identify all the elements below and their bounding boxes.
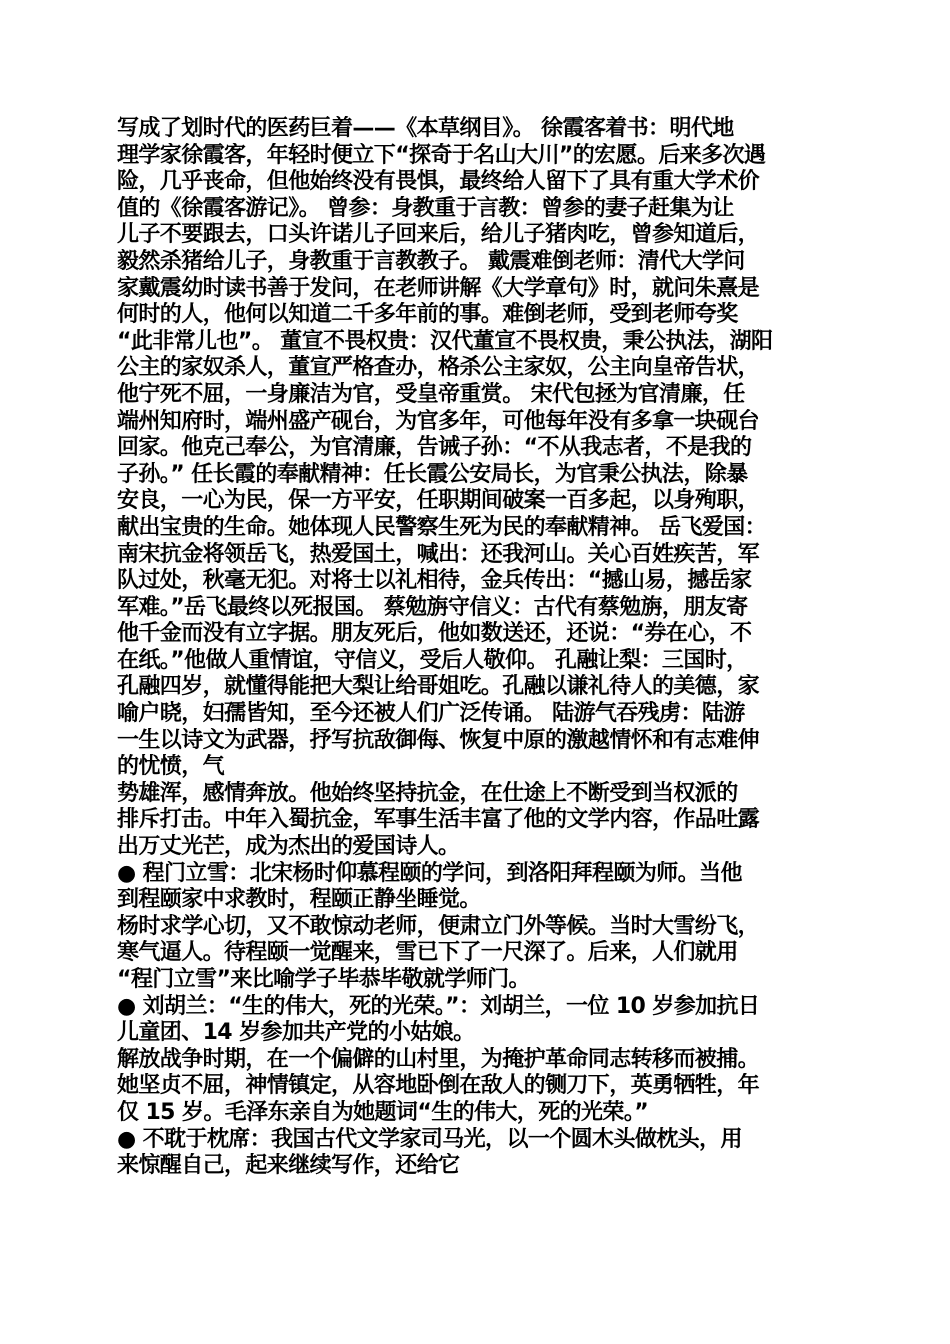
text-line: 喻户晓，妇孺皆知，至今还被人们广泛传诵。 陆游气吞残虏：陆游	[117, 701, 745, 727]
text-line: ● 不耽于枕席：我国古代文学家司马光，以一个圆木头做枕头，用	[117, 1126, 742, 1152]
text-line: 他宁死不屈，一身廉洁为官，受皇帝重赏。 宋代包拯为官清廉，任	[117, 381, 745, 407]
text-line: 他千金而没有立字据。朋友死后，他如数送还，还说：“券在心，不	[117, 621, 752, 647]
text-line: 何时的人，他何以知道二千多年前的事。难倒老师，受到老师夸奖	[117, 302, 738, 328]
text-line: “此非常儿也”。 董宣不畏权贵：汉代董宣不畏权贵，秉公执法，湖阳	[117, 328, 773, 354]
text-line: ● 刘胡兰：“生的伟大，死的光荣。”：刘胡兰，一位 10 岁参加抗日	[117, 993, 760, 1019]
text-line: 一生以诗文为武器，抒写抗敌御侮、恢复中原的激越情怀和有志难伸	[117, 727, 760, 753]
text-line: 儿童团、14 岁参加共产党的小姑娘。	[117, 1020, 475, 1046]
text-line: 安良，一心为民，保一方平安，任职期间破案一百多起，以身殉职，	[117, 488, 760, 514]
text-line: 排斥打击。中年入蜀抗金，军事生活丰富了他的文学内容，作品吐露	[117, 807, 760, 833]
text-line: 寒气逼人。待程颐一觉醒来，雪已下了一尺深了。后来，人们就用	[117, 940, 738, 966]
text-line: “程门立雪”来比喻学子毕恭毕敬就学师门。	[117, 967, 530, 992]
text-line: 写成了划时代的医药巨着——《本草纲目》。 徐霞客着书：明代地	[117, 116, 734, 141]
text-line: 献出宝贵的生命。她体现人民警察生死为民的奉献精神。 岳飞爱国：	[117, 514, 767, 540]
text-line: 南宋抗金将领岳飞，热爱国土，喊出：还我河山。关心百姓疾苦，军	[117, 541, 760, 567]
text-line: ● 程门立雪：北宋杨时仰慕程颐的学问，到洛阳拜程颐为师。当他	[117, 860, 742, 886]
text-line: 理学家徐霞客，年轻时便立下“探奇于名山大川”的宏愿。后来多次遇	[117, 142, 766, 168]
text-line: 子孙。” 任长霞的奉献精神：任长霞公安局长，为官秉公执法，除暴	[117, 461, 748, 487]
text-line: 出万丈光芒，成为杰出的爱国诗人。	[117, 834, 460, 860]
text-line: 孔融四岁，就懂得能把大梨让给哥姐吃。孔融以谦礼待人的美德，家	[117, 674, 760, 700]
text-line: 回家。他克己奉公，为官清廉，告诫子孙：“不从我志者，不是我的	[117, 435, 752, 461]
text-line: 解放战争时期，在一个偏僻的山村里，为掩护革命同志转移而被捕。	[117, 1046, 760, 1072]
text-line: 仅 15 岁。毛泽东亲自为她题词“生的伟大，死的光荣。”	[117, 1099, 649, 1125]
text-line: 军难。”岳飞最终以死报国。 蔡勉旃守信义：古代有蔡勉旃，朋友寄	[117, 594, 748, 620]
text-line: 队过处，秋毫无犯。对将士以礼相待，金兵传出：“撼山易，撼岳家	[117, 568, 752, 594]
text-line: 公主的家奴杀人，董宣严格查办，格杀公主家奴，公主向皇帝告状，	[117, 355, 760, 381]
text-line: 在纸。”他做人重情谊，守信义，受后人敬仰。 孔融让梨：三国时，	[117, 647, 748, 673]
text-line: 险，几乎丧命，但他始终没有畏惧，最终给人留下了具有重大学术价	[117, 169, 760, 195]
text-line: 杨时求学心切，又不敢惊动老师，便肃立门外等候。当时大雪纷飞，	[117, 913, 760, 939]
text-line: 家戴震幼时读书善于发问，在老师讲解《大学章句》时，就问朱熹是	[117, 275, 760, 301]
text-line: 的忧愤，气	[117, 754, 225, 780]
text-line: 来惊醒自己，起来继续写作，还给它	[117, 1153, 460, 1179]
text-line: 端州知府时，端州盛产砚台，为官多年，可他每年没有多拿一块砚台	[117, 408, 760, 434]
text-line: 她坚贞不屈，神情镇定，从容地卧倒在敌人的铡刀下，英勇牺牲，年	[117, 1073, 760, 1099]
text-line: 毅然杀猪给儿子，身教重于言教教子。 戴震难倒老师：清代大学问	[117, 248, 745, 274]
text-line: 儿子不要跟去，口头许诺儿子回来后，给儿子猪肉吃，曾参知道后，	[117, 222, 760, 248]
text-line: 势雄浑，感情奔放。他始终坚持抗金，在仕途上不断受到当权派的	[117, 780, 738, 806]
text-line: 值的《徐霞客游记》。 曾参：身教重于言教：曾参的妻子赶集为让	[117, 195, 734, 221]
text-line: 到程颐家中求教时，程颐正静坐睡觉。	[117, 887, 481, 913]
body-text	[117, 116, 837, 1180]
